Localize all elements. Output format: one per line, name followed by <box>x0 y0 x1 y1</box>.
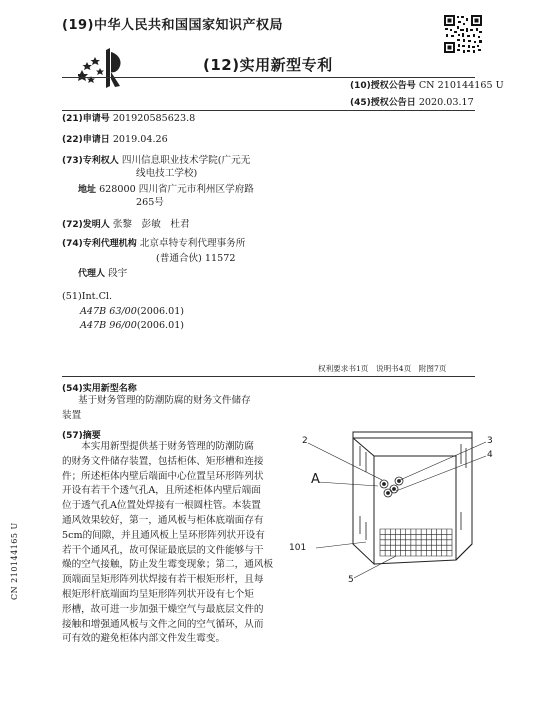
abstract-line: 通风效果较好，第一，通风板与柜体底端面存有 <box>62 515 264 526</box>
abstract-line: 本实用新型提供基于财务管理的防潮防腐 <box>62 441 254 452</box>
cabinet-right-wall <box>456 438 472 560</box>
title-label: (54)实用新型名称 <box>62 384 137 394</box>
figure-label-4: 4 <box>487 450 493 460</box>
pub-number-row <box>350 80 504 92</box>
patentee-row <box>62 155 250 167</box>
ipc-row-2 <box>80 320 184 332</box>
application-number: 201920585623.8 <box>112 113 196 124</box>
figure-label-3: 3 <box>487 436 493 446</box>
abstract-line: 燥的空气接触，防止发生霉变现象；第二，通风板 <box>62 559 274 571</box>
abstract-line: 顶端面呈矩形阵列状焊接有若干根矩形杆，且每 <box>62 574 264 586</box>
page-counts: 权利要求书1页 说明书4页 附图7页 <box>318 364 447 373</box>
cabinet-top-edge <box>353 432 472 438</box>
address-label: 地址 <box>78 185 97 195</box>
application-number-label: (21)申请号 <box>62 114 110 124</box>
abstract-line: 开设有若干个透气孔A，且所述柜体内壁后端面 <box>62 485 261 497</box>
agency-label: (74)专利代理机构 <box>62 239 137 249</box>
abstract-line: 若干个通风孔，故可保证最底层的文件能够与干 <box>62 544 264 556</box>
vent-holes-cluster <box>380 477 403 497</box>
application-date: 2019.04.26 <box>112 134 168 145</box>
cabinet-drawing <box>296 426 496 586</box>
pub-date-label: (45)授权公告日 <box>350 98 416 108</box>
abstract-line: 位于透气孔A位置处焊接有一根圆柱管。本装置 <box>62 500 261 512</box>
abstract-line: 形槽，故可进一步加强干燥空气与最底层文件的 <box>62 603 264 615</box>
agency-name-line2: (普通合伙) 11572 <box>156 253 236 264</box>
agency-name: 北京卓特专利代理事务所 <box>139 238 246 249</box>
patentee-name: 四川信息职业技术学院(广元无 <box>121 155 251 166</box>
patentee-name-line2: 线电技工学校) <box>136 168 198 179</box>
address-row <box>78 184 254 196</box>
inventor-label: (72)发明人 <box>62 220 110 230</box>
ipc-code-2: A47B 96/00 <box>80 320 137 331</box>
inventor-row <box>62 219 190 231</box>
abstract-rule <box>62 376 475 377</box>
application-date-row <box>62 134 168 146</box>
qr-code-icon <box>443 14 483 54</box>
header-rule <box>62 77 475 78</box>
cnipa-logo-icon <box>78 46 126 92</box>
pub-date: 2020.03.17 <box>418 97 474 108</box>
utility-model-title-line2: 装置 <box>62 410 82 421</box>
application-date-label: (22)申请日 <box>62 135 110 145</box>
abstract-line: 接触和增强通风板与文件之间的空气循环，从而 <box>62 618 264 630</box>
inventor-names: 张黎 彭敏 杜君 <box>112 219 190 230</box>
pub-date-row <box>350 97 474 109</box>
address-line2: 265号 <box>136 197 164 208</box>
agency-row <box>62 238 245 250</box>
int-cl-label: (51)Int.Cl. <box>62 291 113 302</box>
figure-label-101: 101 <box>289 543 307 553</box>
agent-label: 代理人 <box>78 269 106 279</box>
pub-number: CN 210144165 U <box>418 80 504 91</box>
abstract-line: 5cm的间隙，并且通风板上呈环形阵列状开设有 <box>62 529 265 541</box>
agent-row <box>78 268 127 280</box>
ipc-date-2: (2006.01) <box>136 320 185 331</box>
ipc-code-1: A47B 63/00 <box>80 306 137 317</box>
biblio-rule <box>62 110 475 111</box>
application-number-row <box>62 113 195 125</box>
pub-number-label: (10)授权公告号 <box>350 81 416 91</box>
utility-model-title-line1: 基于财务管理的防潮防腐的财务文件储存 <box>78 395 251 406</box>
vent-plate-grid <box>380 529 452 556</box>
side-publication-number: CN 210144165 U <box>10 522 19 600</box>
document-type: (12)实用新型专利 <box>203 56 333 74</box>
figure-label-A: A <box>311 472 320 487</box>
address-line1: 628000 四川省广元市利州区学府路 <box>99 184 254 195</box>
abstract-line: 根矩形杆底端面均呈矩形阵列状开设有七个矩 <box>62 589 254 600</box>
office-name: (19)中华人民共和国国家知识产权局 <box>62 18 283 33</box>
figure-label-5: 5 <box>348 575 354 585</box>
abstract-label: (57)摘要 <box>62 431 101 441</box>
abstract-line: 件；所述柜体内壁后端面中心位置呈环形阵列状 <box>62 470 264 482</box>
abstract-line: 可有效的避免柜体内部文件发生霉变。 <box>62 633 226 645</box>
patentee-label: (73)专利权人 <box>62 156 119 166</box>
cabinet-back-wall <box>374 456 456 560</box>
abstract-line: 的财务文件储存装置，包括柜体、矩形槽和连接 <box>62 455 264 467</box>
agent-name: 段宇 <box>108 268 128 279</box>
cabinet-bottom <box>374 544 472 564</box>
ipc-date-1: (2006.01) <box>136 306 185 317</box>
cabinet-left-wall <box>353 438 374 564</box>
ipc-row-1 <box>80 306 184 318</box>
figure-label-2: 2 <box>302 436 308 446</box>
